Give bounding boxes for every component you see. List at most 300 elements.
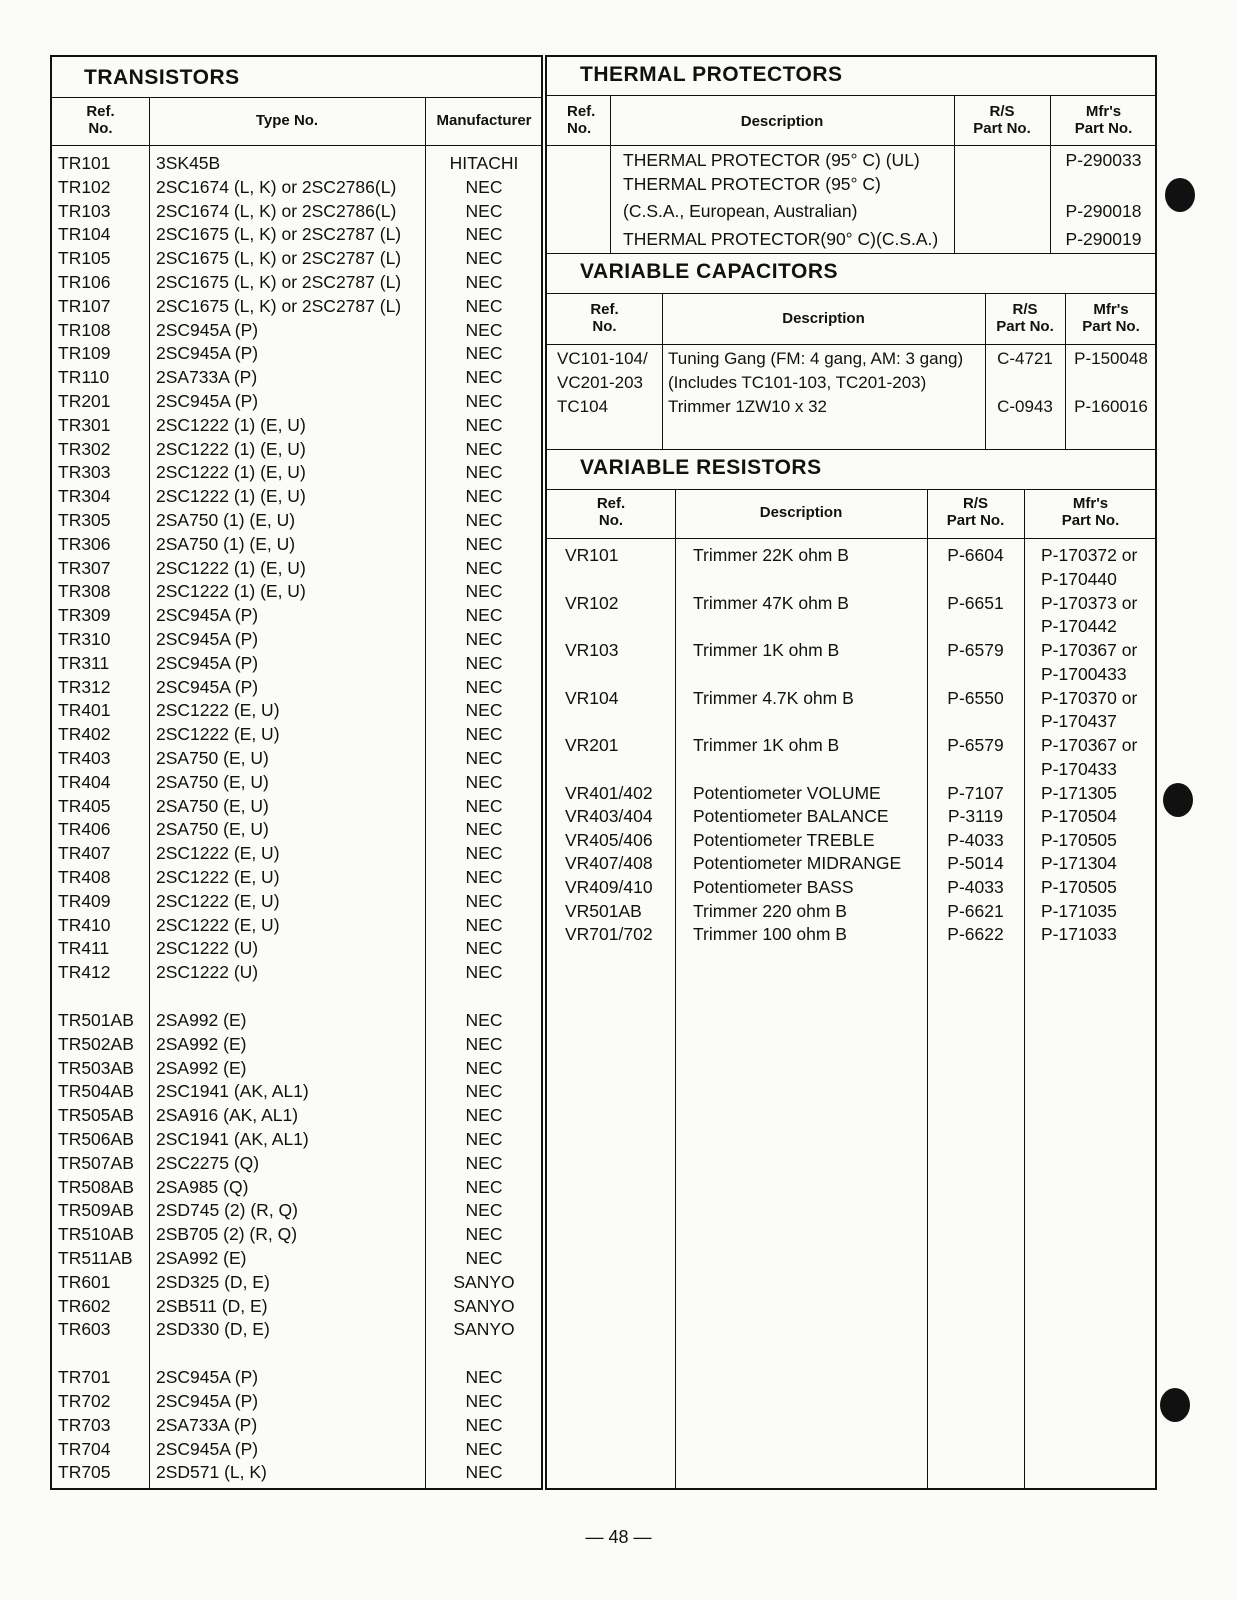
header-divider: [52, 145, 541, 146]
type-no: 2SA916 (AK, AL1): [156, 1105, 299, 1126]
page-number: — 48 —: [585, 1527, 652, 1547]
mfr-part-no: P-290019: [1065, 229, 1142, 249]
ref-no: VR403/404: [565, 806, 653, 827]
table-row: [52, 175, 541, 199]
ref-no: TR310: [58, 629, 111, 649]
binder-hole-mark: [1163, 783, 1193, 817]
manufacturer: NEC: [465, 1248, 503, 1268]
rs-part-no: P-5014: [947, 853, 1004, 874]
manufacturer: NEC: [465, 1033, 503, 1054]
mfr-part-no: P-170437: [1041, 711, 1117, 731]
ref-no: VR405/406: [565, 829, 653, 850]
table-row: [52, 1079, 541, 1103]
rs-part-no: P-4033: [947, 876, 1004, 897]
manufacturer: NEC: [465, 462, 503, 483]
ref-no: TR506AB: [58, 1129, 134, 1149]
divider: [547, 344, 1155, 345]
manufacturer: NEC: [465, 1152, 503, 1173]
manufacturer: NEC: [465, 1105, 503, 1126]
divider: [547, 489, 1155, 490]
table-row: [547, 686, 1155, 710]
type-no: 2SA992 (E): [156, 1010, 247, 1030]
table-row: [547, 899, 1155, 923]
ref-no: TR507AB: [58, 1152, 134, 1173]
binder-hole-mark: [1160, 1388, 1190, 1422]
type-no: 2SD325 (D, E): [156, 1271, 270, 1292]
mfr-part-no: P-170504: [1041, 806, 1117, 827]
table-row: [52, 1056, 541, 1080]
table-row: [52, 389, 541, 413]
type-no: 2SC945A (P): [156, 629, 259, 649]
type-no: 2SC945A (P): [156, 1367, 259, 1388]
table-row: [52, 746, 541, 770]
ref-no: TR602: [58, 1295, 111, 1316]
manufacturer: NEC: [465, 748, 503, 768]
thermal-title: THERMAL PROTECTORS: [580, 63, 843, 86]
mfr-part-no: P-170505: [1041, 876, 1117, 897]
type-no: 2SC1675 (L, K) or 2SC2787 (L): [156, 295, 402, 316]
header-ref: Ref. No.: [86, 103, 115, 137]
ref-no: TR301: [58, 414, 111, 435]
table-row: [52, 770, 541, 794]
manufacturer: NEC: [465, 1224, 503, 1245]
mfr-part-no: P-1700433: [1041, 663, 1127, 684]
table-row: [52, 1294, 541, 1318]
table-row: [52, 1103, 541, 1127]
rs-part-no: C-0943: [997, 397, 1053, 416]
description: Potentiometer BALANCE: [693, 806, 889, 827]
table-row: [547, 371, 1155, 395]
type-no: 2SA750 (E, U): [156, 819, 269, 840]
table-row: [52, 579, 541, 603]
type-no: 2SC1222 (1) (E, U): [156, 414, 306, 435]
ref-no: TR410: [58, 914, 111, 935]
table-row: [52, 794, 541, 818]
manufacturer: NEC: [465, 1176, 503, 1197]
table-row: [52, 270, 541, 294]
type-no: 2SA992 (E): [156, 1057, 247, 1078]
type-no: 2SC1674 (L, K) or 2SC2786(L): [156, 176, 397, 197]
ref-no: TR505AB: [58, 1105, 134, 1126]
ref-no: TR303: [58, 462, 111, 483]
ref-no: VR701/702: [565, 924, 653, 945]
transistors-title: TRANSISTORS: [84, 66, 240, 89]
ref-no: TR704: [58, 1438, 111, 1459]
description: (Includes TC101-103, TC201-203): [668, 373, 927, 392]
manufacturer: NEC: [465, 1081, 503, 1102]
manufacturer: NEC: [465, 510, 503, 530]
type-no: 2SC1222 (E, U): [156, 890, 280, 911]
rs-part-no: P-7107: [947, 782, 1004, 803]
type-no: 2SB511 (D, E): [156, 1295, 268, 1316]
manufacturer: SANYO: [453, 1319, 515, 1340]
manufacturer: NEC: [465, 343, 503, 364]
res-header-rs: R/S Part No.: [946, 495, 1005, 529]
manufacturer: NEC: [465, 819, 503, 840]
divider: [547, 253, 1155, 254]
table-row: [547, 395, 1155, 419]
ref-no: TR501AB: [58, 1010, 134, 1030]
mfr-part-no: P-290018: [1065, 201, 1142, 221]
ref-no: TC104: [557, 397, 609, 416]
type-no: 2SC1222 (U): [156, 938, 259, 959]
ref-no: TR504AB: [58, 1081, 134, 1102]
table-row: [547, 828, 1155, 852]
ref-no: TR102: [58, 176, 111, 197]
manufacturer: NEC: [465, 438, 503, 459]
ref-no: TR508AB: [58, 1176, 134, 1197]
table-row: [547, 733, 1155, 757]
type-no: 2SA750 (E, U): [156, 795, 269, 816]
type-no: 2SA750 (E, U): [156, 771, 269, 792]
description: Trimmer 1K ohm B: [693, 640, 840, 660]
type-no: 2SC1222 (U): [156, 962, 259, 983]
manufacturer: NEC: [465, 248, 503, 269]
description: Trimmer 4.7K ohm B: [693, 687, 854, 708]
table-row: [547, 543, 1155, 567]
type-no: 2SD330 (D, E): [156, 1319, 270, 1340]
cap-header-desc: Description: [782, 310, 865, 327]
description: Potentiometer MIDRANGE: [693, 853, 902, 874]
res-header-mfr: Mfr's Part No.: [1061, 495, 1120, 529]
table-row: [52, 1151, 541, 1175]
ref-no: TR106: [58, 272, 111, 292]
ref-no: TR105: [58, 248, 111, 269]
manufacturer: NEC: [465, 700, 503, 721]
res-header-ref: Ref. No.: [596, 495, 626, 529]
ref-no: TR502AB: [58, 1033, 134, 1054]
table-row-continuation: [547, 567, 1155, 591]
table-row: [52, 817, 541, 841]
type-no: 2SC1222 (E, U): [156, 700, 280, 721]
header-manufacturer: Manufacturer: [436, 112, 532, 129]
ref-no: TR406: [58, 819, 111, 840]
ref-no: VR401/402: [565, 782, 653, 803]
manufacturer: NEC: [465, 771, 503, 792]
manufacturer: NEC: [465, 391, 503, 411]
manufacturer: NEC: [465, 867, 503, 887]
manufacturer: NEC: [465, 581, 503, 602]
manufacturer: NEC: [465, 200, 503, 221]
table-row: [52, 199, 541, 223]
mfr-part-no: P-150048: [1074, 349, 1148, 368]
mfr-part-no: P-170505: [1041, 829, 1117, 850]
description: Trimmer 47K ohm B: [693, 592, 849, 613]
manufacturer: NEC: [465, 1462, 503, 1483]
table-row: [52, 437, 541, 461]
table-row: [52, 246, 541, 270]
table-row: [52, 651, 541, 675]
divider: [547, 449, 1155, 450]
table-row-continuation: [547, 662, 1155, 686]
table-row: [52, 294, 541, 318]
manufacturer: NEC: [465, 1129, 503, 1149]
table-row: [52, 936, 541, 960]
type-no: 2SC1222 (E, U): [156, 843, 280, 864]
ref-no: TR109: [58, 343, 111, 364]
table-row: [52, 722, 541, 746]
ref-no: TR304: [58, 486, 111, 507]
ref-no: TR701: [58, 1367, 111, 1388]
table-row: [52, 1198, 541, 1222]
table-row: [52, 413, 541, 437]
table-row: [547, 172, 1155, 196]
mfr-part-no: P-170370 or: [1041, 687, 1138, 708]
table-row: [52, 151, 541, 175]
ref-no: VR102: [565, 592, 619, 613]
ref-no: TR405: [58, 795, 111, 816]
table-row: [52, 698, 541, 722]
table-row: [52, 1127, 541, 1151]
title-divider: [52, 97, 541, 98]
table-row: [52, 1175, 541, 1199]
rs-part-no: P-6622: [947, 924, 1004, 945]
ref-no: TR503AB: [58, 1057, 134, 1078]
description: THERMAL PROTECTOR (95° C): [623, 174, 881, 194]
mfr-part-no: P-171033: [1041, 924, 1117, 945]
cap-header-rs: R/S Part No.: [996, 301, 1054, 335]
ref-no: TR312: [58, 676, 111, 697]
ref-no: TR302: [58, 438, 111, 459]
mfr-part-no: P-290033: [1065, 150, 1142, 170]
manufacturer: NEC: [465, 652, 503, 673]
type-no: 3SK45B: [156, 153, 221, 173]
description: Potentiometer VOLUME: [693, 782, 881, 803]
cap-header-mfr: Mfr's Part No.: [1082, 301, 1140, 335]
table-row: [52, 460, 541, 484]
resistors-title: VARIABLE RESISTORS: [580, 456, 822, 479]
rs-part-no: P-6579: [947, 735, 1004, 755]
mfr-part-no: P-170433: [1041, 758, 1117, 779]
manufacturer: NEC: [465, 1438, 503, 1459]
type-no: 2SC1675 (L, K) or 2SC2787 (L): [156, 224, 402, 245]
description: Tuning Gang (FM: 4 gang, AM: 3 gang): [668, 349, 964, 368]
manufacturer: NEC: [465, 795, 503, 816]
manufacturer: NEC: [465, 1391, 503, 1411]
ref-no: TR409: [58, 890, 111, 911]
table-row: [52, 532, 541, 556]
ref-no: TR603: [58, 1319, 111, 1340]
ref-no: VC201-203: [557, 373, 644, 392]
manufacturer: NEC: [465, 272, 503, 292]
rs-part-no: P-3119: [947, 806, 1004, 827]
table-row: [52, 1032, 541, 1056]
manufacturer: HITACHI: [449, 153, 519, 173]
cap-header-ref: Ref. No.: [590, 301, 619, 335]
ref-no: TR201: [58, 391, 111, 411]
type-no: 2SC945A (P): [156, 1438, 259, 1459]
transistors-table: [50, 55, 543, 1490]
manufacturer: NEC: [465, 605, 503, 626]
manufacturer: NEC: [465, 367, 503, 388]
manufacturer: NEC: [465, 295, 503, 316]
type-no: 2SC1222 (1) (E, U): [156, 438, 306, 459]
type-no: 2SA992 (E): [156, 1248, 247, 1268]
table-row: [547, 781, 1155, 805]
table-row: [52, 913, 541, 937]
type-no: 2SC945A (P): [156, 343, 259, 364]
thermal-header-rs: R/S Part No.: [973, 103, 1031, 137]
table-row: [52, 889, 541, 913]
ref-no: TR306: [58, 533, 111, 554]
description: Trimmer 22K ohm B: [693, 545, 849, 565]
ref-no: TR702: [58, 1391, 111, 1411]
table-row: [52, 222, 541, 246]
type-no: 2SC945A (P): [156, 319, 259, 340]
manufacturer: NEC: [465, 629, 503, 649]
description: Trimmer 1ZW10 x 32: [668, 397, 828, 416]
type-no: 2SD571 (L, K): [156, 1462, 267, 1483]
type-no: 2SC1222 (1) (E, U): [156, 462, 306, 483]
type-no: 2SC1222 (1) (E, U): [156, 581, 306, 602]
manufacturer: NEC: [465, 533, 503, 554]
divider: [547, 293, 1155, 294]
type-no: 2SC1222 (1) (E, U): [156, 557, 306, 578]
type-no: 2SC945A (P): [156, 605, 259, 626]
thermal-header-ref: Ref. No.: [567, 103, 596, 137]
manufacturer: NEC: [465, 557, 503, 578]
table-row: [547, 851, 1155, 875]
mfr-part-no: P-171304: [1041, 853, 1117, 874]
header-type: Type No.: [255, 112, 319, 129]
ref-no: TR509AB: [58, 1200, 134, 1221]
table-row: [52, 1222, 541, 1246]
mfr-part-no: P-170372 or: [1041, 545, 1138, 565]
type-no: 2SC1675 (L, K) or 2SC2787 (L): [156, 272, 402, 292]
ref-no: TR104: [58, 224, 111, 245]
mfr-part-no: P-170373 or: [1041, 592, 1138, 613]
table-row: [52, 556, 541, 580]
table-row: [52, 865, 541, 889]
divider: [547, 145, 1155, 146]
type-no: 2SA992 (E): [156, 1033, 247, 1054]
ref-no: VC101-104/: [557, 349, 648, 368]
table-row: [52, 1437, 541, 1461]
ref-no: TR402: [58, 724, 111, 745]
type-no: 2SC1222 (1) (E, U): [156, 486, 306, 507]
type-no: 2SB705 (2) (R, Q): [156, 1224, 298, 1245]
table-row: [52, 1389, 541, 1413]
manufacturer: NEC: [465, 1367, 503, 1388]
mfr-part-no: P-171035: [1041, 900, 1117, 921]
divider: [547, 538, 1155, 539]
manufacturer: NEC: [465, 890, 503, 911]
ref-no: TR309: [58, 605, 111, 626]
type-no: 2SC945A (P): [156, 676, 259, 697]
description: THERMAL PROTECTOR(90° C)(C.S.A.): [623, 229, 939, 249]
table-row: [52, 341, 541, 365]
table-row: [547, 591, 1155, 615]
capacitors-title: VARIABLE CAPACITORS: [580, 260, 839, 283]
table-row: [52, 1460, 541, 1484]
table-row: [52, 1365, 541, 1389]
ref-no: TR408: [58, 867, 111, 887]
ref-no: TR601: [58, 1271, 111, 1292]
manufacturer: NEC: [465, 1200, 503, 1221]
type-no: 2SC945A (P): [156, 391, 259, 411]
right-tables: [545, 55, 1157, 1490]
table-row: [52, 675, 541, 699]
type-no: 2SA985 (Q): [156, 1176, 249, 1197]
manufacturer: SANYO: [453, 1271, 515, 1292]
type-no: 2SC1674 (L, K) or 2SC2786(L): [156, 200, 397, 221]
table-row: [52, 365, 541, 389]
manufacturer: NEC: [465, 1010, 503, 1030]
table-row: [547, 199, 1155, 223]
manufacturer: NEC: [465, 962, 503, 983]
table-row: [52, 960, 541, 984]
type-no: 2SC1222 (E, U): [156, 867, 280, 887]
ref-no: TR308: [58, 581, 111, 602]
description: Trimmer 1K ohm B: [693, 735, 840, 755]
type-no: 2SC1941 (AK, AL1): [156, 1081, 309, 1102]
manufacturer: NEC: [465, 414, 503, 435]
manufacturer: NEC: [465, 676, 503, 697]
table-row: [52, 1246, 541, 1270]
manufacturer: NEC: [465, 1414, 503, 1435]
manufacturer: NEC: [465, 319, 503, 340]
ref-no: TR305: [58, 510, 111, 530]
type-no: 2SC2275 (Q): [156, 1152, 260, 1173]
table-row: [52, 841, 541, 865]
rs-part-no: P-6651: [947, 592, 1004, 613]
rs-part-no: C-4721: [997, 349, 1053, 368]
ref-no: TR703: [58, 1414, 111, 1435]
ref-no: TR403: [58, 748, 111, 768]
mfr-part-no: P-170440: [1041, 568, 1117, 589]
type-no: 2SA750 (1) (E, U): [156, 510, 296, 530]
mfr-part-no: P-160016: [1074, 397, 1148, 416]
description: Potentiometer TREBLE: [693, 829, 875, 850]
res-header-desc: Description: [759, 504, 843, 521]
manufacturer: NEC: [465, 176, 503, 197]
thermal-header-mfr: Mfr's Part No.: [1074, 103, 1133, 137]
table-row: [547, 875, 1155, 899]
ref-no: VR104: [565, 687, 619, 708]
type-no: 2SA750 (1) (E, U): [156, 533, 296, 554]
type-no: 2SA750 (E, U): [156, 748, 269, 768]
ref-no: TR511AB: [58, 1248, 133, 1268]
ref-no: TR510AB: [58, 1224, 134, 1245]
ref-no: TR107: [58, 295, 111, 316]
type-no: 2SD745 (2) (R, Q): [156, 1200, 298, 1221]
thermal-header-desc: Description: [740, 113, 824, 130]
description: Potentiometer BASS: [693, 876, 854, 897]
mfr-part-no: P-170367 or: [1041, 640, 1138, 660]
ref-no: TR311: [58, 652, 110, 673]
table-row: [52, 318, 541, 342]
type-no: 2SA733A (P): [156, 1414, 258, 1435]
type-no: 2SC945A (P): [156, 1391, 259, 1411]
rs-part-no: P-6604: [947, 545, 1004, 565]
ref-no: VR103: [565, 640, 619, 660]
description: THERMAL PROTECTOR (95° C) (UL): [623, 150, 920, 170]
manufacturer: NEC: [465, 938, 503, 959]
ref-no: VR407/408: [565, 853, 653, 874]
rs-part-no: P-4033: [947, 829, 1004, 850]
ref-no: TR401: [58, 700, 111, 721]
mfr-part-no: P-171305: [1041, 782, 1117, 803]
ref-no: TR411: [58, 938, 110, 959]
manufacturer: NEC: [465, 1057, 503, 1078]
type-no: 2SC945A (P): [156, 652, 259, 673]
ref-no: TR705: [58, 1462, 111, 1483]
table-row: [52, 627, 541, 651]
type-no: 2SA733A (P): [156, 367, 258, 388]
manufacturer: NEC: [465, 843, 503, 864]
rs-part-no: P-6579: [947, 640, 1004, 660]
table-row: [547, 922, 1155, 946]
